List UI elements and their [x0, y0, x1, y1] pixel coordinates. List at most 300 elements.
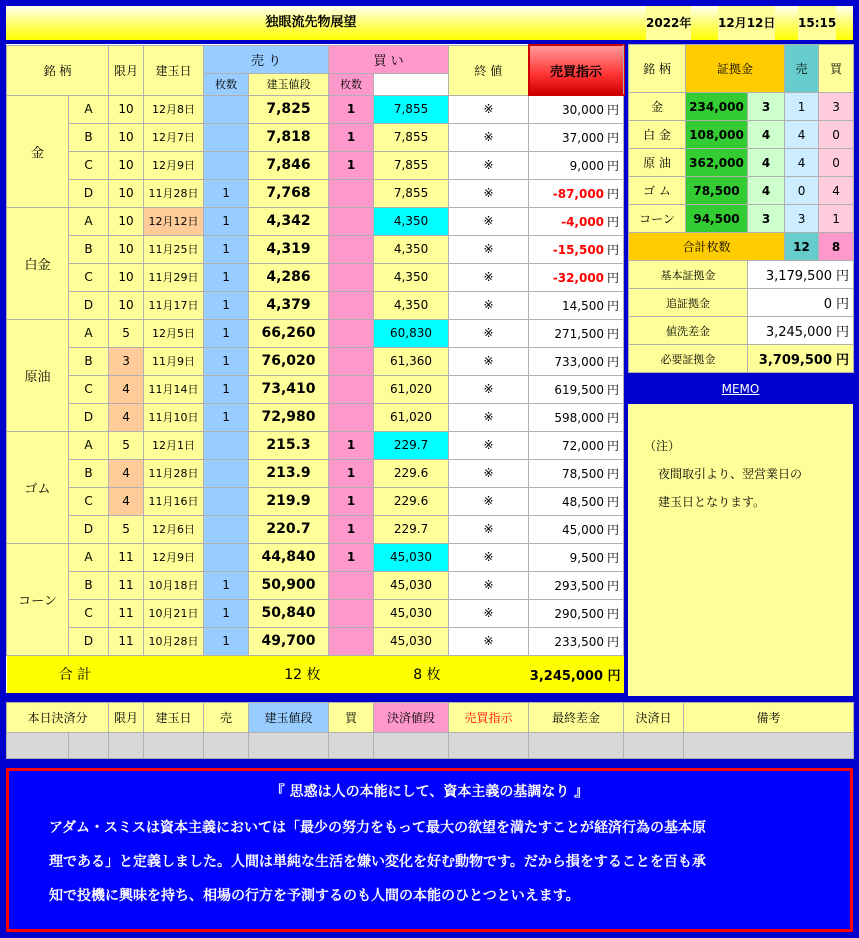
settle-cell[interactable]	[329, 733, 374, 759]
position-row	[7, 263, 624, 291]
row-gengetsu: 10	[109, 207, 144, 235]
settle-cell[interactable]	[684, 733, 854, 759]
settle-cell[interactable]	[7, 733, 69, 759]
row-sell-qty[interactable]	[204, 431, 249, 459]
r-amount: 234,000	[686, 93, 748, 121]
row-buy-qty[interactable]: 1	[329, 95, 374, 123]
row-sagaku	[529, 375, 624, 403]
row-shiji[interactable]: ※	[449, 347, 529, 375]
col-owarine: 終 値	[449, 45, 529, 95]
row-buy-qty[interactable]	[329, 207, 374, 235]
row-key: A	[69, 95, 109, 123]
row-buy-qty[interactable]: 1	[329, 123, 374, 151]
settle-cell[interactable]	[109, 733, 144, 759]
row-sagaku-unit: 円	[607, 298, 620, 313]
row-sagaku-value: -32,000	[552, 270, 605, 285]
r-qty: 4	[748, 177, 785, 205]
row-sagaku	[529, 319, 624, 347]
row-tatebi: 11月28日	[144, 459, 204, 487]
row-key: A	[69, 431, 109, 459]
row-sagaku	[529, 627, 624, 655]
row-sell-qty[interactable]	[204, 459, 249, 487]
r-summary-row	[629, 289, 854, 317]
row-owarine: 229.7	[374, 515, 449, 543]
r-buy: 0	[819, 149, 854, 177]
row-sell-qty[interactable]	[204, 543, 249, 571]
row-gengetsu: 11	[109, 627, 144, 655]
row-sell-qty[interactable]	[204, 515, 249, 543]
commodity-name: 白金	[7, 207, 69, 319]
row-tatene[interactable]: 7,768	[249, 179, 329, 207]
row-sagaku-value: 72,000	[562, 438, 605, 453]
settle-col: 備考	[684, 703, 854, 733]
row-sell-qty[interactable]: 1	[204, 403, 249, 431]
row-shiji[interactable]: ※	[449, 179, 529, 207]
row-sagaku-value: -15,500	[552, 242, 605, 257]
row-gengetsu: 4	[109, 459, 144, 487]
row-tatene[interactable]: 76,020	[249, 347, 329, 375]
row-sell-qty[interactable]: 1	[204, 599, 249, 627]
row-gengetsu: 5	[109, 431, 144, 459]
row-tatene[interactable]: 7,818	[249, 123, 329, 151]
row-sell-qty[interactable]: 1	[204, 375, 249, 403]
row-sagaku-unit: 円	[607, 550, 620, 565]
row-owarine: 229.6	[374, 459, 449, 487]
row-sagaku	[529, 487, 624, 515]
position-row	[7, 459, 624, 487]
r-total-buy: 8	[819, 233, 854, 261]
position-row	[7, 235, 624, 263]
row-shiji[interactable]: ※	[449, 487, 529, 515]
row-sagaku	[529, 179, 624, 207]
r-commodity: ゴ ム	[629, 177, 686, 205]
row-sagaku-value: 290,500	[554, 606, 605, 621]
row-shiji[interactable]: ※	[449, 515, 529, 543]
r-col-meigara: 銘 柄	[629, 45, 686, 93]
margin-table	[628, 44, 854, 373]
total-value: 3,245,000	[529, 668, 603, 684]
position-row	[7, 599, 624, 627]
memo-line: （注）	[644, 439, 681, 453]
row-key: C	[69, 375, 109, 403]
row-buy-qty[interactable]	[329, 263, 374, 291]
settle-col: 決済値段	[374, 703, 449, 733]
r-commodity: 白 金	[629, 121, 686, 149]
row-shiji[interactable]: ※	[449, 319, 529, 347]
row-owarine: 45,030	[374, 627, 449, 655]
commodity-name: ゴム	[7, 431, 69, 543]
row-owarine: 45,030	[374, 599, 449, 627]
row-gengetsu: 10	[109, 235, 144, 263]
row-sagaku-unit: 円	[607, 186, 620, 201]
row-tatene[interactable]: 73,410	[249, 375, 329, 403]
row-shiji[interactable]: ※	[449, 95, 529, 123]
row-tatene[interactable]: 220.7	[249, 515, 329, 543]
row-buy-qty[interactable]	[329, 235, 374, 263]
row-tatebi: 12月5日	[144, 319, 204, 347]
row-tatebi: 12月7日	[144, 123, 204, 151]
row-shiji[interactable]: ※	[449, 263, 529, 291]
row-sagaku-value: 271,500	[554, 326, 605, 341]
row-sagaku	[529, 543, 624, 571]
row-owarine: 61,360	[374, 347, 449, 375]
position-row	[7, 347, 624, 375]
row-shiji[interactable]: ※	[449, 571, 529, 599]
position-row	[7, 291, 624, 319]
row-tatene[interactable]: 49,700	[249, 627, 329, 655]
row-shiji[interactable]: ※	[449, 431, 529, 459]
memo-line: 建玉日となります。	[658, 495, 766, 509]
row-shiji[interactable]: ※	[449, 459, 529, 487]
r-total-label: 合計枚数	[629, 233, 785, 261]
row-tatene[interactable]: 4,286	[249, 263, 329, 291]
position-row	[7, 375, 624, 403]
col-kai: 買 い	[329, 45, 449, 73]
row-key: D	[69, 179, 109, 207]
position-row	[7, 123, 624, 151]
settle-cell[interactable]	[449, 733, 529, 759]
row-sell-qty[interactable]	[204, 487, 249, 515]
row-key: D	[69, 403, 109, 431]
row-buy-qty[interactable]	[329, 627, 374, 655]
row-key: D	[69, 291, 109, 319]
row-sagaku-value: 619,500	[554, 382, 605, 397]
r-summary-value: 3,179,500	[765, 269, 832, 284]
row-tatene[interactable]: 219.9	[249, 487, 329, 515]
total-unit: 円	[607, 668, 621, 684]
commodity-name: 金	[7, 95, 69, 207]
row-gengetsu: 10	[109, 263, 144, 291]
quote-line: アダム・スミスは資本主義においては「最少の努力をもって最大の欲望を満たすことが経済行為の基本原	[49, 820, 707, 836]
row-tatebi: 12月12日	[144, 207, 204, 235]
row-tatebi: 12月1日	[144, 431, 204, 459]
row-owarine: 61,020	[374, 375, 449, 403]
row-tatebi: 12月6日	[144, 515, 204, 543]
settle-cell[interactable]	[374, 733, 449, 759]
row-sagaku-value: 37,000	[562, 130, 605, 145]
row-sell-qty[interactable]: 1	[204, 571, 249, 599]
row-key: B	[69, 123, 109, 151]
settle-col: 建玉値段	[249, 703, 329, 733]
row-buy-qty[interactable]: 1	[329, 543, 374, 571]
row-tatene[interactable]: 66,260	[249, 319, 329, 347]
row-sell-qty[interactable]: 1	[204, 235, 249, 263]
r-summary-value-cell	[748, 317, 854, 345]
settle-cell[interactable]	[624, 733, 684, 759]
row-buy-qty[interactable]	[329, 319, 374, 347]
row-gengetsu: 4	[109, 403, 144, 431]
r-buy: 3	[819, 93, 854, 121]
row-owarine: 229.7	[374, 431, 449, 459]
row-owarine: 229.6	[374, 487, 449, 515]
position-row	[7, 179, 624, 207]
row-owarine: 4,350	[374, 235, 449, 263]
row-sell-qty[interactable]	[204, 123, 249, 151]
settle-cell[interactable]	[529, 733, 624, 759]
commodity-name: コーン	[7, 543, 69, 655]
row-key: C	[69, 151, 109, 179]
position-row	[7, 319, 624, 347]
row-shiji[interactable]: ※	[449, 403, 529, 431]
row-key: B	[69, 571, 109, 599]
row-sagaku-value: 233,500	[554, 634, 605, 649]
col-kai-maisu: 枚数	[329, 73, 374, 95]
r-qty: 3	[748, 205, 785, 233]
settle-col: 最終差金	[529, 703, 624, 733]
row-tatebi: 10月28日	[144, 627, 204, 655]
row-tatebi: 10月21日	[144, 599, 204, 627]
row-sagaku	[529, 291, 624, 319]
row-buy-qty[interactable]: 1	[329, 459, 374, 487]
row-tatebi: 11月17日	[144, 291, 204, 319]
row-buy-qty[interactable]	[329, 179, 374, 207]
r-col-uri: 売	[785, 45, 819, 93]
row-sell-qty[interactable]: 1	[204, 207, 249, 235]
row-tatene[interactable]: 4,379	[249, 291, 329, 319]
r-amount: 108,000	[686, 121, 748, 149]
settle-col: 買	[329, 703, 374, 733]
row-sell-qty[interactable]: 1	[204, 627, 249, 655]
row-buy-qty[interactable]: 1	[329, 487, 374, 515]
row-sagaku	[529, 459, 624, 487]
r-summary-value: 0	[823, 297, 832, 312]
margin-row	[629, 121, 854, 149]
row-owarine: 7,855	[374, 95, 449, 123]
r-commodity: コーン	[629, 205, 686, 233]
row-sagaku-unit: 円	[607, 522, 620, 537]
r-summary-label: 基本証拠金	[629, 261, 748, 289]
quote-line: 知で投機に興味を持ち、相場の行方を予測するのも人間の本能のひとつといえます。	[49, 888, 580, 904]
row-shiji[interactable]: ※	[449, 235, 529, 263]
margin-row	[629, 93, 854, 121]
col-meigara: 銘 柄	[7, 45, 109, 95]
row-sagaku	[529, 207, 624, 235]
r-amount: 94,500	[686, 205, 748, 233]
margin-row	[629, 149, 854, 177]
row-tatebi: 11月16日	[144, 487, 204, 515]
row-buy-qty[interactable]	[329, 291, 374, 319]
row-tatebi: 12月9日	[144, 543, 204, 571]
row-sell-qty[interactable]: 1	[204, 179, 249, 207]
settle-cell[interactable]	[204, 733, 249, 759]
settle-col: 売	[204, 703, 249, 733]
row-buy-qty[interactable]: 1	[329, 431, 374, 459]
row-sell-qty[interactable]: 1	[204, 347, 249, 375]
positions-table	[6, 44, 624, 693]
row-sagaku-unit: 円	[607, 410, 620, 425]
r-sell: 1	[785, 93, 819, 121]
r-summary-unit: 円	[836, 269, 850, 284]
settlement-table	[6, 702, 854, 759]
row-buy-qty[interactable]: 1	[329, 151, 374, 179]
row-tatebi: 11月10日	[144, 403, 204, 431]
r-summary-unit: 円	[836, 353, 850, 368]
col-uri: 売 り	[204, 45, 329, 73]
row-owarine: 7,855	[374, 123, 449, 151]
r-sell: 4	[785, 149, 819, 177]
r-summary-value: 3,709,500	[758, 353, 832, 368]
quote-title: 『 思惑は人の本能にして、資本主義の基調なり 』	[270, 784, 589, 800]
row-buy-qty[interactable]	[329, 571, 374, 599]
row-sagaku-unit: 円	[607, 634, 620, 649]
row-shiji[interactable]: ※	[449, 599, 529, 627]
r-summary-label: 値洗差金	[629, 317, 748, 345]
row-gengetsu: 10	[109, 151, 144, 179]
row-sagaku	[529, 263, 624, 291]
row-tatene[interactable]: 50,900	[249, 571, 329, 599]
row-key: C	[69, 599, 109, 627]
row-tatebi: 11月14日	[144, 375, 204, 403]
settle-cell[interactable]	[144, 733, 204, 759]
row-sagaku-unit: 円	[607, 158, 620, 173]
row-sagaku-unit: 円	[607, 130, 620, 145]
row-tatene[interactable]: 50,840	[249, 599, 329, 627]
row-buy-qty[interactable]	[329, 599, 374, 627]
col-shiji[interactable]: 売買指示	[529, 45, 624, 95]
memo-line: 夜間取引より、翌営業日の	[658, 467, 803, 481]
r-qty: 4	[748, 149, 785, 177]
row-sagaku-unit: 円	[607, 102, 620, 117]
r-buy: 4	[819, 177, 854, 205]
col-tatebi: 建玉日	[144, 45, 204, 95]
row-sagaku-value: 9,500	[569, 550, 605, 565]
row-owarine: 7,855	[374, 151, 449, 179]
settle-col: 限月	[109, 703, 144, 733]
row-sagaku	[529, 123, 624, 151]
row-sagaku-value: 45,000	[562, 522, 605, 537]
row-sagaku-value: 30,000	[562, 102, 605, 117]
r-summary-value: 3,245,000	[765, 325, 832, 340]
row-sagaku-unit: 円	[607, 578, 620, 593]
position-row	[7, 515, 624, 543]
settle-col: 本日決済分	[7, 703, 109, 733]
row-shiji[interactable]: ※	[449, 375, 529, 403]
row-sagaku	[529, 571, 624, 599]
row-key: B	[69, 459, 109, 487]
row-gengetsu: 5	[109, 319, 144, 347]
row-owarine: 45,030	[374, 543, 449, 571]
row-sagaku-value: 733,000	[554, 354, 605, 369]
row-sagaku	[529, 403, 624, 431]
row-sell-qty[interactable]	[204, 95, 249, 123]
r-total-sell: 12	[785, 233, 819, 261]
row-owarine: 45,030	[374, 571, 449, 599]
row-sell-qty[interactable]: 1	[204, 319, 249, 347]
settle-col: 決済日	[624, 703, 684, 733]
row-tatene[interactable]: 213.9	[249, 459, 329, 487]
row-sagaku-value: 78,500	[562, 466, 605, 481]
row-shiji[interactable]: ※	[449, 207, 529, 235]
row-key: A	[69, 543, 109, 571]
r-summary-value-cell	[748, 261, 854, 289]
row-buy-qty[interactable]	[329, 375, 374, 403]
row-key: A	[69, 319, 109, 347]
row-shiji[interactable]: ※	[449, 123, 529, 151]
position-row	[7, 487, 624, 515]
row-sagaku-unit: 円	[607, 326, 620, 341]
position-row	[7, 151, 624, 179]
settle-cell[interactable]	[69, 733, 109, 759]
commodity-name: 原油	[7, 319, 69, 431]
row-shiji[interactable]: ※	[449, 627, 529, 655]
row-sagaku-unit: 円	[607, 270, 620, 285]
row-sagaku-unit: 円	[607, 382, 620, 397]
row-gengetsu: 11	[109, 571, 144, 599]
row-sagaku	[529, 151, 624, 179]
header-year: 2022年	[646, 6, 691, 40]
row-shiji[interactable]: ※	[449, 151, 529, 179]
r-commodity: 金	[629, 93, 686, 121]
row-sagaku-unit: 円	[607, 466, 620, 481]
row-sell-qty[interactable]: 1	[204, 263, 249, 291]
row-tatebi: 11月28日	[144, 179, 204, 207]
row-sagaku	[529, 515, 624, 543]
row-gengetsu: 3	[109, 347, 144, 375]
row-tatene[interactable]: 4,342	[249, 207, 329, 235]
row-owarine: 4,350	[374, 291, 449, 319]
row-sell-qty[interactable]	[204, 151, 249, 179]
row-sagaku-unit: 円	[607, 354, 620, 369]
r-total-row	[629, 233, 854, 261]
r-commodity: 原 油	[629, 149, 686, 177]
r-sell: 0	[785, 177, 819, 205]
page-title: 独眼流先物展望	[265, 15, 357, 30]
margin-row	[629, 177, 854, 205]
row-owarine: 4,350	[374, 207, 449, 235]
row-key: D	[69, 627, 109, 655]
quote-box	[6, 768, 853, 932]
row-key: A	[69, 207, 109, 235]
header-bar	[6, 6, 853, 40]
row-gengetsu: 10	[109, 179, 144, 207]
row-sagaku	[529, 599, 624, 627]
row-sagaku-unit: 円	[607, 438, 620, 453]
row-sagaku	[529, 347, 624, 375]
row-sagaku-unit: 円	[607, 214, 620, 229]
row-buy-qty[interactable]: 1	[329, 515, 374, 543]
position-row	[7, 571, 624, 599]
total-sell: 12 枚	[144, 655, 329, 693]
r-summary-unit: 円	[836, 297, 850, 312]
row-shiji[interactable]: ※	[449, 291, 529, 319]
row-tatene[interactable]: 7,846	[249, 151, 329, 179]
row-sagaku	[529, 235, 624, 263]
row-tatene[interactable]: 215.3	[249, 431, 329, 459]
position-row	[7, 207, 624, 235]
position-row	[7, 543, 624, 571]
row-tatene[interactable]: 44,840	[249, 543, 329, 571]
quote-line: 理である」と定義しました。人間は単純な生活を嫌い変化を好む動物です。だから損をすることを百も承	[49, 854, 706, 870]
r-summary-value-cell	[748, 289, 854, 317]
row-gengetsu: 4	[109, 487, 144, 515]
row-shiji[interactable]: ※	[449, 543, 529, 571]
row-tatene[interactable]: 72,980	[249, 403, 329, 431]
row-buy-qty[interactable]	[329, 347, 374, 375]
row-sell-qty[interactable]: 1	[204, 291, 249, 319]
r-qty: 3	[748, 93, 785, 121]
memo-link-bar	[628, 378, 853, 400]
row-tatene[interactable]: 7,825	[249, 95, 329, 123]
r-qty: 4	[748, 121, 785, 149]
memo-link[interactable]: MEMO	[721, 382, 760, 396]
row-tatene[interactable]: 4,319	[249, 235, 329, 263]
row-sagaku-value: 293,500	[554, 578, 605, 593]
row-tatebi: 11月25日	[144, 235, 204, 263]
row-key: B	[69, 235, 109, 263]
row-sagaku-unit: 円	[607, 606, 620, 621]
settle-cell[interactable]	[249, 733, 329, 759]
row-buy-qty[interactable]	[329, 403, 374, 431]
